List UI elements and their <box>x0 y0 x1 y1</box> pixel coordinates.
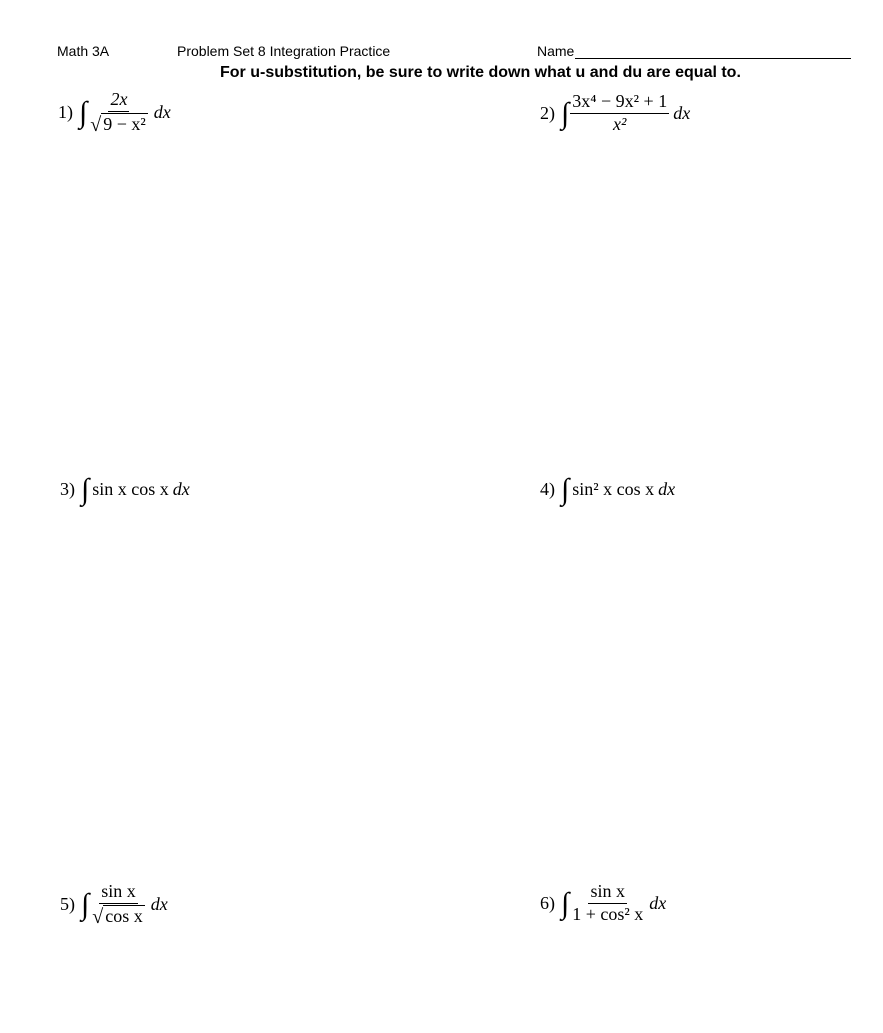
integral-icon: ∫ <box>561 473 570 506</box>
problem-5 <box>60 882 168 927</box>
problem-set-title: Problem Set 8 Integration Practice <box>177 43 391 59</box>
name-blank-line <box>575 44 851 59</box>
differential: dx <box>658 478 676 499</box>
problem-number: 1) <box>58 101 73 122</box>
radical-icon: √ <box>92 905 104 928</box>
problem-4 <box>540 474 675 504</box>
fraction <box>88 90 150 135</box>
integral-icon: ∫ <box>79 96 88 130</box>
problem-2 <box>540 92 690 135</box>
problem-6 <box>540 882 666 925</box>
fraction <box>90 882 146 927</box>
problem-number: 3) <box>60 478 75 499</box>
denominator <box>90 904 146 927</box>
numerator: 3x⁴ − 9x² + 1 <box>570 92 669 114</box>
radicand: cos x <box>105 905 143 926</box>
denominator: 1 + cos² x <box>572 903 644 924</box>
numerator: sin x <box>99 882 138 904</box>
integral-icon: ∫ <box>561 887 570 921</box>
integral-icon: ∫ <box>81 473 90 506</box>
fraction <box>570 92 669 135</box>
problem-number: 4) <box>540 478 555 499</box>
differential: dx <box>153 101 171 122</box>
radicand: 9 − x² <box>103 113 146 134</box>
denominator <box>88 112 150 135</box>
differential: dx <box>150 893 168 914</box>
problem-number: 6) <box>540 892 555 913</box>
fraction <box>570 882 645 925</box>
integrand: sin x cos x <box>92 478 169 499</box>
numerator: sin x <box>588 882 627 904</box>
instructions: For u-substitution, be sure to write down what u and du are equal to. <box>220 64 741 81</box>
numerator: 2x <box>108 90 129 112</box>
course-label: Math 3A <box>57 43 110 59</box>
name-field <box>537 43 851 59</box>
differential: dx <box>172 478 190 499</box>
problem-number: 5) <box>60 893 75 914</box>
name-label: Name <box>537 43 575 59</box>
radical-icon: √ <box>90 113 102 136</box>
denominator: x² <box>613 113 627 134</box>
integral-icon: ∫ <box>561 97 570 131</box>
differential: dx <box>673 102 691 123</box>
integrand: sin² x cos x <box>572 478 655 499</box>
differential: dx <box>649 892 667 913</box>
problem-3 <box>60 474 190 504</box>
problem-number: 2) <box>540 102 555 123</box>
problem-1 <box>58 90 171 135</box>
integral-icon: ∫ <box>81 888 90 922</box>
